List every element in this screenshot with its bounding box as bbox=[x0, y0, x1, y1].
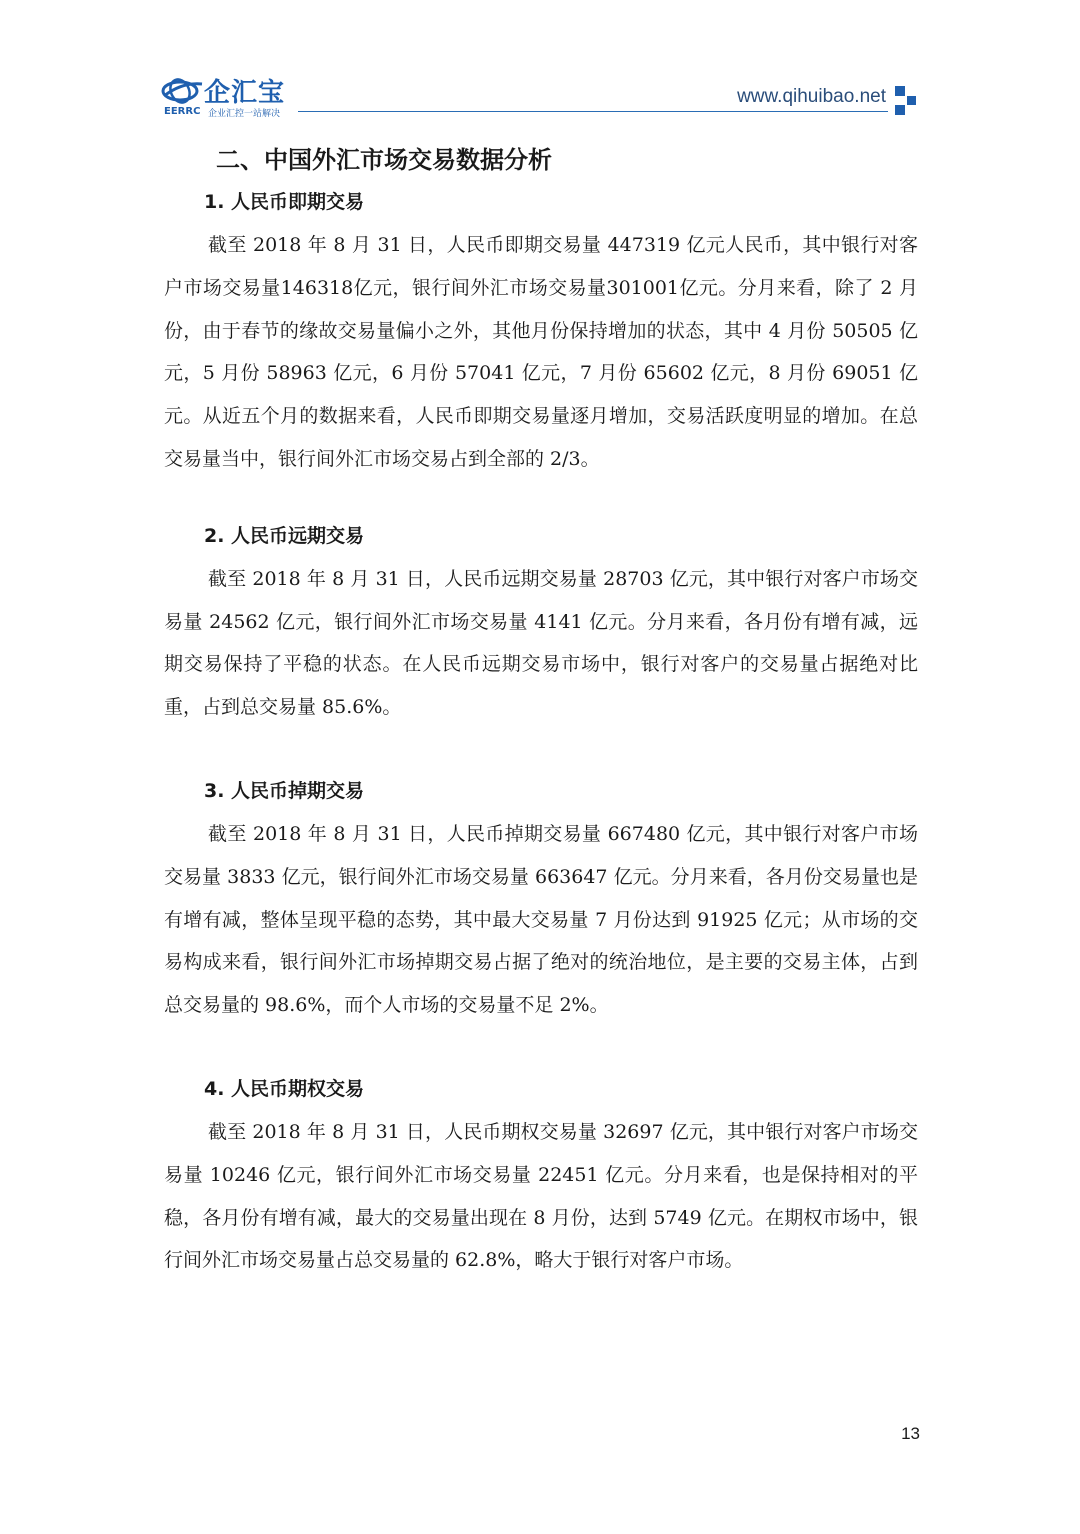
logo-abbreviation: EERRC bbox=[164, 106, 201, 117]
logo-tagline: 企业汇控一站解决 bbox=[208, 109, 281, 119]
company-logo bbox=[160, 72, 295, 120]
decorative-squares-icon bbox=[893, 84, 919, 116]
paragraph-option: 截至 2018 年 8 月 31 日，人民币期权交易量 32697 亿元，其中银行对客户市场交易量 10246 亿元，银行间外汇市场交易量 22451 亿元。分月来看，也是保持相对的平稳，各月份有增有减，最大的交易量出现在 8 月份，达到 5749 亿元。在期权市场中，银行间外汇市场交易量占总交易量的 62.8%，略大于银行对客户市场。 bbox=[164, 1120, 918, 1272]
paragraph-forward: 截至 2018 年 8 月 31 日，人民币远期交易量 28703 亿元，其中银行对客户市场交易量 24562 亿元，银行间外汇市场交易量 4141 亿元。分月来看，各月份有增有减，远期交易保持了平稳的状态。在人民币远期交易市场中，银行对客户的交易量占据绝对比重，占到总交易量 85.6%。 bbox=[164, 567, 918, 719]
subsection-heading-option: 4. 人民币期权交易 bbox=[204, 1077, 365, 1100]
document-body bbox=[164, 140, 918, 1282]
globe-logo-icon bbox=[160, 76, 204, 106]
logo-text: 企汇宝 bbox=[204, 78, 286, 108]
spacer bbox=[164, 1027, 918, 1067]
header-divider bbox=[298, 111, 888, 112]
subsection-heading-forward: 2. 人民币远期交易 bbox=[204, 524, 365, 547]
section-title: 二、中国外汇市场交易数据分析 bbox=[216, 146, 552, 174]
paragraph-swap: 截至 2018 年 8 月 31 日，人民币掉期交易量 667480 亿元，其中银行对客户市场交易量 3833 亿元，银行间外汇市场交易量 663647 亿元。分月来看，各月份交易量也是有增有减，整体呈现平稳的态势，其中最大交易量 7 月份达到 91925 亿元；从市场的交易构成来看，银行间外汇市场掉期交易占据了绝对的统治地位，是主要的交易主体，占到总交易量的 98.6%，而个人市场的交易量不足 2%。 bbox=[164, 822, 918, 1017]
page-header bbox=[0, 0, 1080, 130]
site-url: www.qihuibao.net bbox=[737, 86, 886, 107]
subsection-heading-swap: 3. 人民币掉期交易 bbox=[204, 779, 365, 802]
page-number: 13 bbox=[901, 1424, 920, 1443]
spacer bbox=[164, 729, 918, 769]
paragraph-spot: 截至 2018 年 8 月 31 日，人民币即期交易量 447319 亿元人民币，其中银行对客户市场交易量146318亿元，银行间外汇市场交易量301001亿元。分月来看，除了 2 月份，由于春节的缘故交易量偏小之外，其他月份保持增加的状态，其中 4 月份 50505 亿元，5 月份 58963 亿元，6 月份 57041 亿元，7 月份 65602 亿元，8 月份 69051 亿元。从近五个月的数据来看，人民币即期交易量逐月增加，交易活跃度明显的增加。在总交易量当中，银行间外汇市场交易占到全部的 2/3。 bbox=[164, 234, 918, 470]
spacer bbox=[164, 481, 918, 514]
subsection-heading-spot: 1. 人民币即期交易 bbox=[204, 191, 365, 213]
